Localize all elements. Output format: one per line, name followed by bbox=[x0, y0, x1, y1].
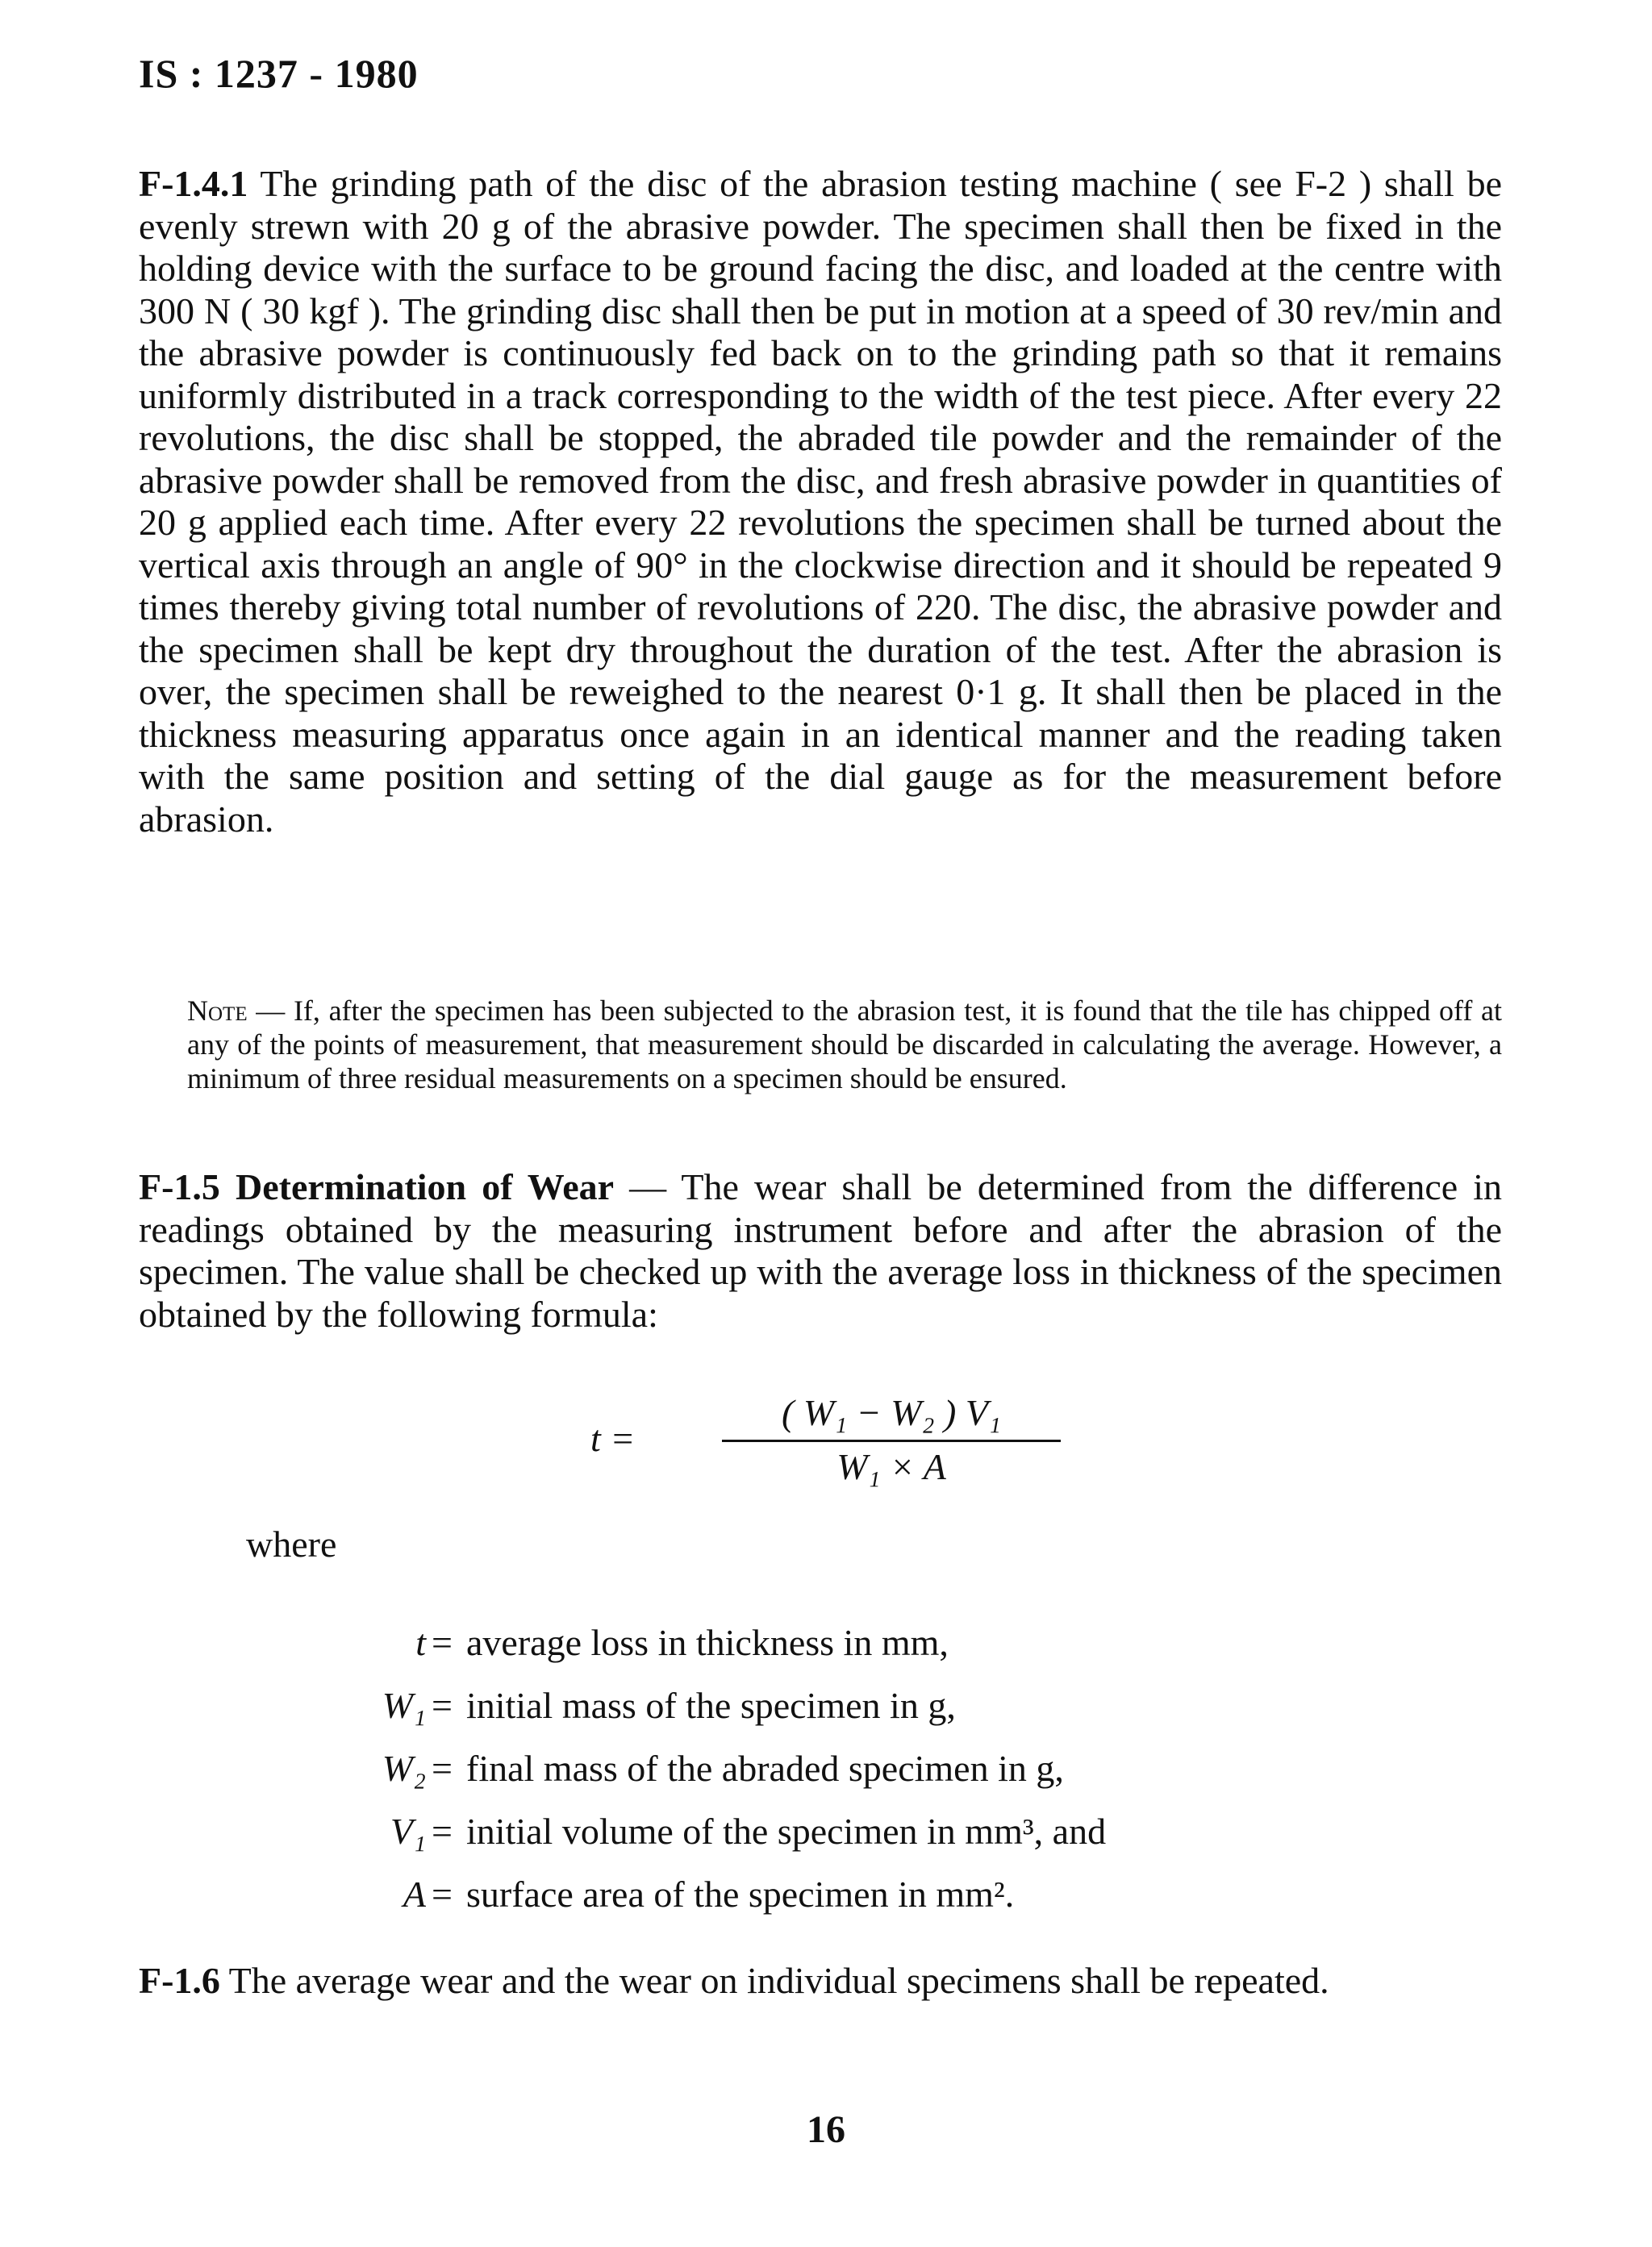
equals-sign: = bbox=[432, 1874, 453, 1915]
equals-sign: = bbox=[432, 1748, 453, 1789]
formula-numerator: ( W₁ − W₂ ) V₁ bbox=[782, 1392, 1001, 1433]
fraction-bar bbox=[722, 1440, 1061, 1442]
definition-text: surface area of the specimen in mm². bbox=[466, 1874, 1015, 1915]
definition-symbol: V₁ bbox=[390, 1811, 426, 1852]
definition-row bbox=[0, 1621, 1652, 1670]
note-label: Note bbox=[187, 994, 248, 1027]
definition-row bbox=[0, 1873, 1652, 1921]
clause-f-1-6 bbox=[139, 1960, 1502, 2003]
definition-row bbox=[0, 1810, 1652, 1858]
definition-text: initial mass of the specimen in g, bbox=[466, 1685, 956, 1726]
equals-sign: = bbox=[432, 1685, 453, 1726]
note-text: — If, after the specimen has been subjected to the abrasion test, it is found that the tile has chipped off at any of the points of measurement, that measurement should be discarded in calculating the average. However, a minimum of three residual measurements on a specimen should be ensured. bbox=[187, 994, 1503, 1094]
standard-header: IS : 1237 - 1980 bbox=[139, 51, 419, 96]
definition-symbol: t bbox=[415, 1622, 426, 1663]
formula-fraction bbox=[722, 1391, 1061, 1488]
clause-ref: F-1.4.1 bbox=[139, 163, 248, 204]
page-number: 16 bbox=[807, 2108, 845, 2151]
wear-formula bbox=[0, 1391, 1652, 1512]
definition-text: initial volume of the specimen in mm³, and bbox=[466, 1811, 1107, 1852]
clause-text: — The wear shall be determined from the difference in readings obtained by the measuring instrument before and after the abrasion of the specimen. The value shall be checked up with the average loss in thickness of the specimen obtained by the following formula: bbox=[139, 1166, 1502, 1335]
clause-text: The grinding path of the disc of the abrasion testing machine ( see F-2 ) shall be evenly strewn with 20 g of the abrasive powder. The specimen shall then be fixed in the holding device with the surface to be ground facing the disc, and loaded at the centre with 300 N ( 30 kgf ). The grinding disc shall then be put in motion at a speed of 30 rev/min and the abrasive powder is continuously fed back on to the grinding path so that it remains uniformly distributed in a track corresponding to the width of the test piece. After every 22 revolutions, the disc shall be stopped, the abraded tile powder and the remainder of the abrasive powder shall be removed from the disc, and fresh abrasive powder in quantities of 20 g applied each time. After every 22 revolutions the specimen shall be turned about the vertical axis through an angle of 90° in the clockwise direction and it should be repeated 9 times thereby giving total number of revolutions of 220. The disc, the abrasive powder and the specimen shall be kept dry throughout the duration of the test. After the abrasion is over, the specimen shall be reweighed to the nearest 0·1 g. It shall then be placed in the thickness measuring apparatus once again in an identical manner and the reading taken with the same position and setting of the dial gauge as for the measurement before abrasion. bbox=[139, 163, 1502, 840]
clause-text: The average wear and the wear on individual specimens shall be repeated. bbox=[228, 1960, 1329, 2001]
clause-f-1-4-1 bbox=[139, 163, 1502, 840]
note-block bbox=[187, 994, 1502, 1095]
definition-row bbox=[0, 1684, 1652, 1732]
definition-symbol: W₁ bbox=[382, 1685, 426, 1726]
definition-symbol: A bbox=[403, 1874, 426, 1915]
definition-symbol: W₂ bbox=[382, 1748, 426, 1789]
clause-f-1-5 bbox=[139, 1166, 1502, 1336]
definition-text: final mass of the abraded specimen in g, bbox=[466, 1748, 1064, 1789]
formula-denominator: W₁ × A bbox=[836, 1446, 946, 1487]
clause-ref: F-1.6 bbox=[139, 1960, 220, 2001]
clause-ref: F-1.5 Determination of Wear bbox=[139, 1166, 615, 1207]
where-label: where bbox=[246, 1524, 337, 1565]
definition-row bbox=[0, 1747, 1652, 1795]
equals-sign: = bbox=[432, 1622, 453, 1663]
equals-sign: = bbox=[432, 1811, 453, 1852]
formula-lhs: t = bbox=[590, 1418, 636, 1459]
definition-text: average loss in thickness in mm, bbox=[466, 1622, 949, 1663]
